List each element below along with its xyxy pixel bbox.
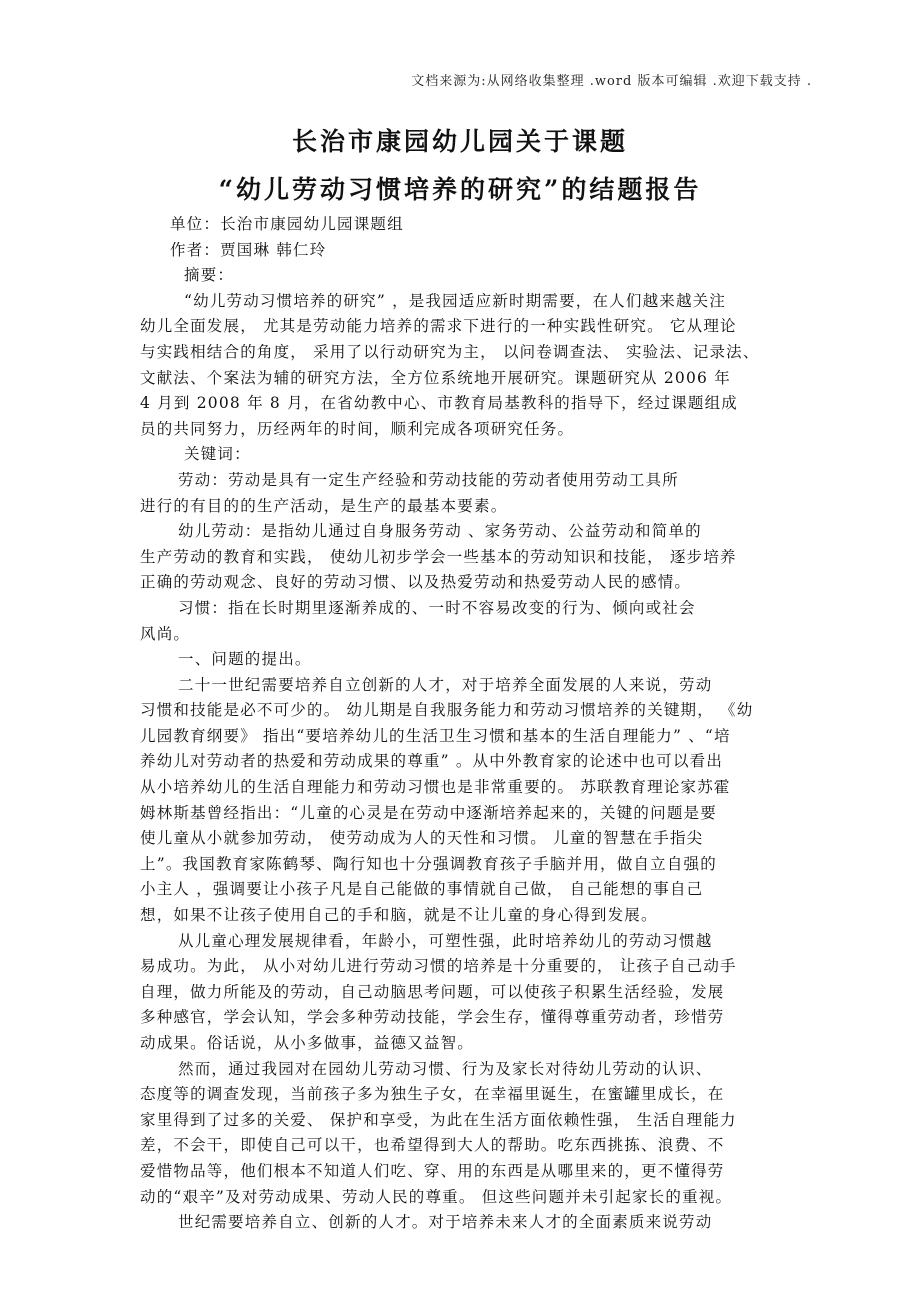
keyword-habit-line: 风尚。 bbox=[140, 624, 191, 643]
keyword-child-labor-line: 幼儿劳动：是指幼儿通过自身服务劳动 、家务劳动、公益劳动和简单的 bbox=[178, 522, 702, 541]
paragraph-line: 差，不会干，即使自己可以干，也希望得到大人的帮助。吃东西挑拣、浪费、不 bbox=[140, 1136, 725, 1155]
abstract-line: “幼儿劳动习惯培养的研究” ，是我园适应新时期需要，在人们越来越关注 bbox=[184, 291, 727, 310]
paragraph-line: 家里得到了过多的关爱、 保护和享受，为此在生活方面依赖性强， 生活自理能力 bbox=[140, 1110, 737, 1129]
paragraph-line: 世纪需要培养自立、创新的人才。对于培养未来人才的全面素质来说劳动 bbox=[178, 1213, 713, 1232]
paragraph-line: 爱惜物品等，他们根本不知道人们吃、穿、用的东西是从哪里来的，更不懂得劳 bbox=[140, 1161, 725, 1180]
paragraph-line: 从儿童心理发展规律看，年龄小，可塑性强，此时培养幼儿的劳动习惯越 bbox=[178, 931, 713, 950]
paragraph-line: 自理，做力所能及的劳动，自己动脑思考问题，可以使孩子积累生活经验，发展 bbox=[140, 982, 725, 1001]
paragraph-line: 动的“艰辛”及对劳动成果、劳动人民的尊重。 但这些问题并未引起家长的重视。 bbox=[140, 1187, 733, 1206]
paragraph-line: 养幼儿对劳动者的热爱和劳动成果的尊重” 。从中外教育家的论述中也可以看出 bbox=[140, 752, 724, 771]
paragraph-line: 小主人 ，强调要让小孩子凡是自己能做的事情就自己做， 自己能想的事自己 bbox=[140, 880, 704, 899]
report-body bbox=[140, 212, 780, 1236]
paragraph-line: 儿园教育纲要》 指出“要培养幼儿的生活卫生习惯和基本的生活自理能力” 、“培 bbox=[140, 726, 731, 745]
paragraph-line: 态度等的调查发现，当前孩子多为独生子女，在幸福里诞生，在蜜罐里成长，在 bbox=[140, 1085, 725, 1104]
keyword-habit-line: 习惯：指在长时期里逐渐养成的、一时不容易改变的行为、倾向或社会 bbox=[178, 598, 696, 617]
keywords-heading: 关键词： bbox=[184, 445, 251, 464]
report-title-line-2: “幼儿劳动习惯培养的研究”的结题报告 bbox=[218, 175, 702, 204]
paragraph-line: 然而，通过我园对在园幼儿劳动习惯、行为及家长对待幼儿劳动的认识、 bbox=[178, 1059, 713, 1078]
abstract-line: 与实践相结合的角度， 采用了以行动研究为主， 以问卷调查法、 实验法、记录法、 bbox=[140, 342, 760, 361]
paragraph-line: 二十一世纪需要培养自立创新的人才，对于培养全面发展的人来说，劳动 bbox=[178, 675, 713, 694]
abstract-heading: 摘要： bbox=[184, 266, 235, 285]
paragraph-line: 多种感官，学会认知，学会多种劳动技能，学会生存，懂得尊重劳动者，珍惜劳 bbox=[140, 1008, 725, 1027]
paragraph-line: 习惯和技能是必不可少的。 幼儿期是自我服务能力和劳动习惯培养的关键期， 《幼 bbox=[140, 701, 754, 720]
paragraph-line: 动成果。俗话说，从小多做事，益德又益智。 bbox=[140, 1034, 475, 1052]
paragraph-line: 使儿童从小就参加劳动， 使劳动成为人的天性和习惯。 儿童的智慧在手指尖 bbox=[140, 829, 704, 848]
paragraph-line: 从小培养幼儿的生活自理能力和劳动习惯也是非常重要的。 苏联教育理论家苏霍 bbox=[140, 778, 731, 797]
paragraph-line: 易成功。为此， 从小对幼儿进行劳动习惯的培养是十分重要的， 让孩子自己动手 bbox=[140, 957, 737, 976]
author-line: 作者：贾国琳 韩仁玲 bbox=[170, 240, 327, 259]
abstract-line: 员的共同努力，历经两年的时间，顺利完成各项研究任务。 bbox=[140, 419, 575, 438]
paragraph-line: 想，如果不让孩子使用自己的手和脑，就是不让儿童的身心得到发展。 bbox=[140, 906, 658, 925]
keyword-child-labor-line: 正确的劳动观念、良好的劳动习惯、以及热爱劳动和热爱劳动人民的感情。 bbox=[140, 573, 692, 592]
abstract-line: 文献法、个案法为辅的研究方法，全方位系统地开展研究。课题研究从 2006 年 bbox=[140, 368, 731, 387]
source-note: 文档来源为:从网络收集整理 .word 版本可编辑 .欢迎下载支持 . bbox=[411, 74, 812, 89]
keyword-child-labor-line: 生产劳动的教育和实践， 使幼儿初步学会一些基本的劳动知识和技能， 逐步培养 bbox=[140, 547, 737, 566]
paragraph-line: 姆林斯基曾经指出：“儿童的心灵是在劳动中逐渐培养起来的，关键的问题是要 bbox=[140, 803, 717, 822]
keyword-labor-line: 劳动：劳动是具有一定生产经验和劳动技能的劳动者使用劳动工具所 bbox=[178, 470, 680, 489]
keyword-labor-line: 进行的有目的的生产活动，是生产的最基本要素。 bbox=[140, 496, 508, 515]
section-heading-1: 一、问题的提出。 bbox=[178, 650, 312, 669]
report-title-line-1: 长治市康园幼儿园关于课题 bbox=[291, 127, 628, 156]
abstract-line: 幼儿全面发展， 尤其是劳动能力培养的需求下进行的一种实践性研究。 它从理论 bbox=[140, 317, 737, 336]
unit-line: 单位：长治市康园幼儿园课题组 bbox=[170, 215, 404, 233]
abstract-line: 4 月到 2008 年 8 月，在省幼教中心、市教育局基教科的指导下，经过课题组成 bbox=[140, 394, 739, 413]
paragraph-line: 上”。我国教育家陈鹤琴、陶行知也十分强调教育孩子手脑并用，做自立自强的 bbox=[140, 854, 717, 873]
